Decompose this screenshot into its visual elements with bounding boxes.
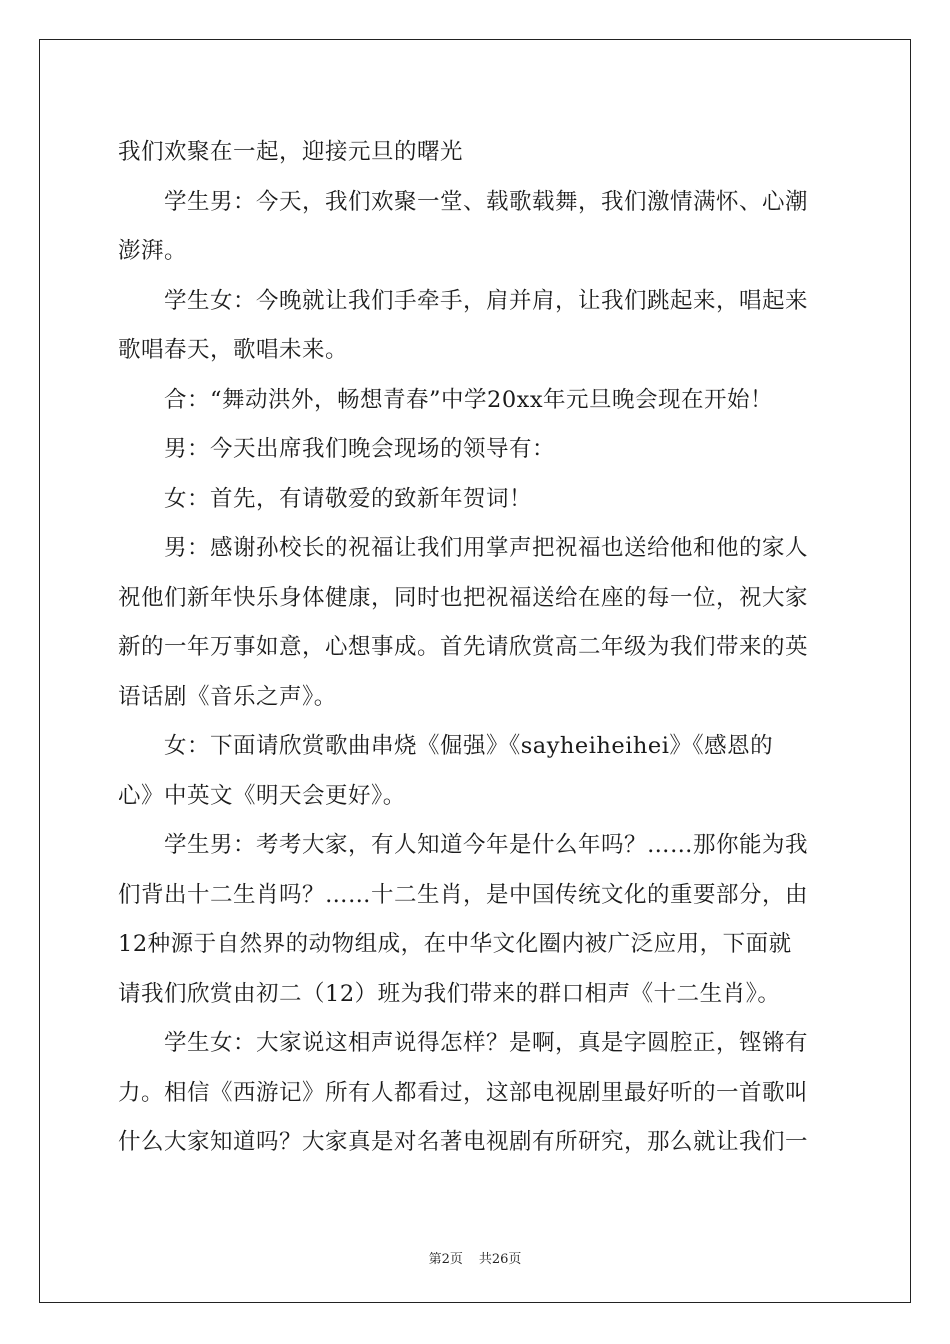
text-line: 女：首先，有请敬爱的致新年贺词！ xyxy=(164,485,533,512)
text-line: 们背出十二生肖吗？……十二生肖，是中国传统文化的重要部分，由 xyxy=(118,881,809,908)
text-line: 男：感谢孙校长的祝福让我们用掌声把祝福也送给他和他的家人 xyxy=(164,535,809,561)
text-line: 我们欢聚在一起，迎接元旦的曙光 xyxy=(118,139,464,165)
text-line: 语话剧《音乐之声》。 xyxy=(118,683,337,710)
text-line: 什么大家知道吗？大家真是对名著电视剧有所研究，那么就让我们一 xyxy=(118,1129,809,1155)
page-total: 共26页 xyxy=(478,1252,522,1267)
page-number: 第2页 xyxy=(428,1252,463,1267)
text-line: 学生男：考考大家，有人知道今年是什么年吗？……那你能为我 xyxy=(164,832,809,858)
text-line: 女：下面请欣赏歌曲串烧《倔强》《sayheiheihei》《感恩的 xyxy=(164,733,774,759)
text-line: 12种源于自然界的动物组成，在中华文化圈内被广泛应用，下面就 xyxy=(118,931,792,957)
text-line: 男：今天出席我们晚会现场的领导有： xyxy=(164,436,556,462)
text-line: 合：“舞动洪外，畅想青春”中学20xx年元旦晚会现在开始！ xyxy=(164,386,774,413)
text-line: 新的一年万事如意，心想事成。首先请欣赏高二年级为我们带来的英 xyxy=(118,634,809,660)
text-line: 心》中英文《明天会更好》。 xyxy=(118,782,406,809)
text-line: 学生女：大家说这相声说得怎样？是啊，真是字圆腔正，铿锵有 xyxy=(164,1030,809,1056)
text-line: 祝他们新年快乐身体健康，同时也把祝福送给在座的每一位，祝大家 xyxy=(118,584,809,611)
text-line: 请我们欣赏由初二（12）班为我们带来的群口相声《十二生肖》。 xyxy=(118,980,781,1007)
page-footer xyxy=(0,1248,950,1267)
text-line: 学生男：今天，我们欢聚一堂、载歌载舞，我们激情满怀、心潮 xyxy=(164,188,809,215)
text-line: 学生女：今晚就让我们手牵手，肩并肩，让我们跳起来，唱起来 xyxy=(164,287,809,314)
text-line: 力。相信《西游记》所有人都看过，这部电视剧里最好听的一首歌叫 xyxy=(118,1079,809,1106)
text-line: 澎湃。 xyxy=(118,238,188,264)
text-line: 歌唱春天，歌唱未来。 xyxy=(118,337,349,363)
document-body xyxy=(118,128,834,1168)
